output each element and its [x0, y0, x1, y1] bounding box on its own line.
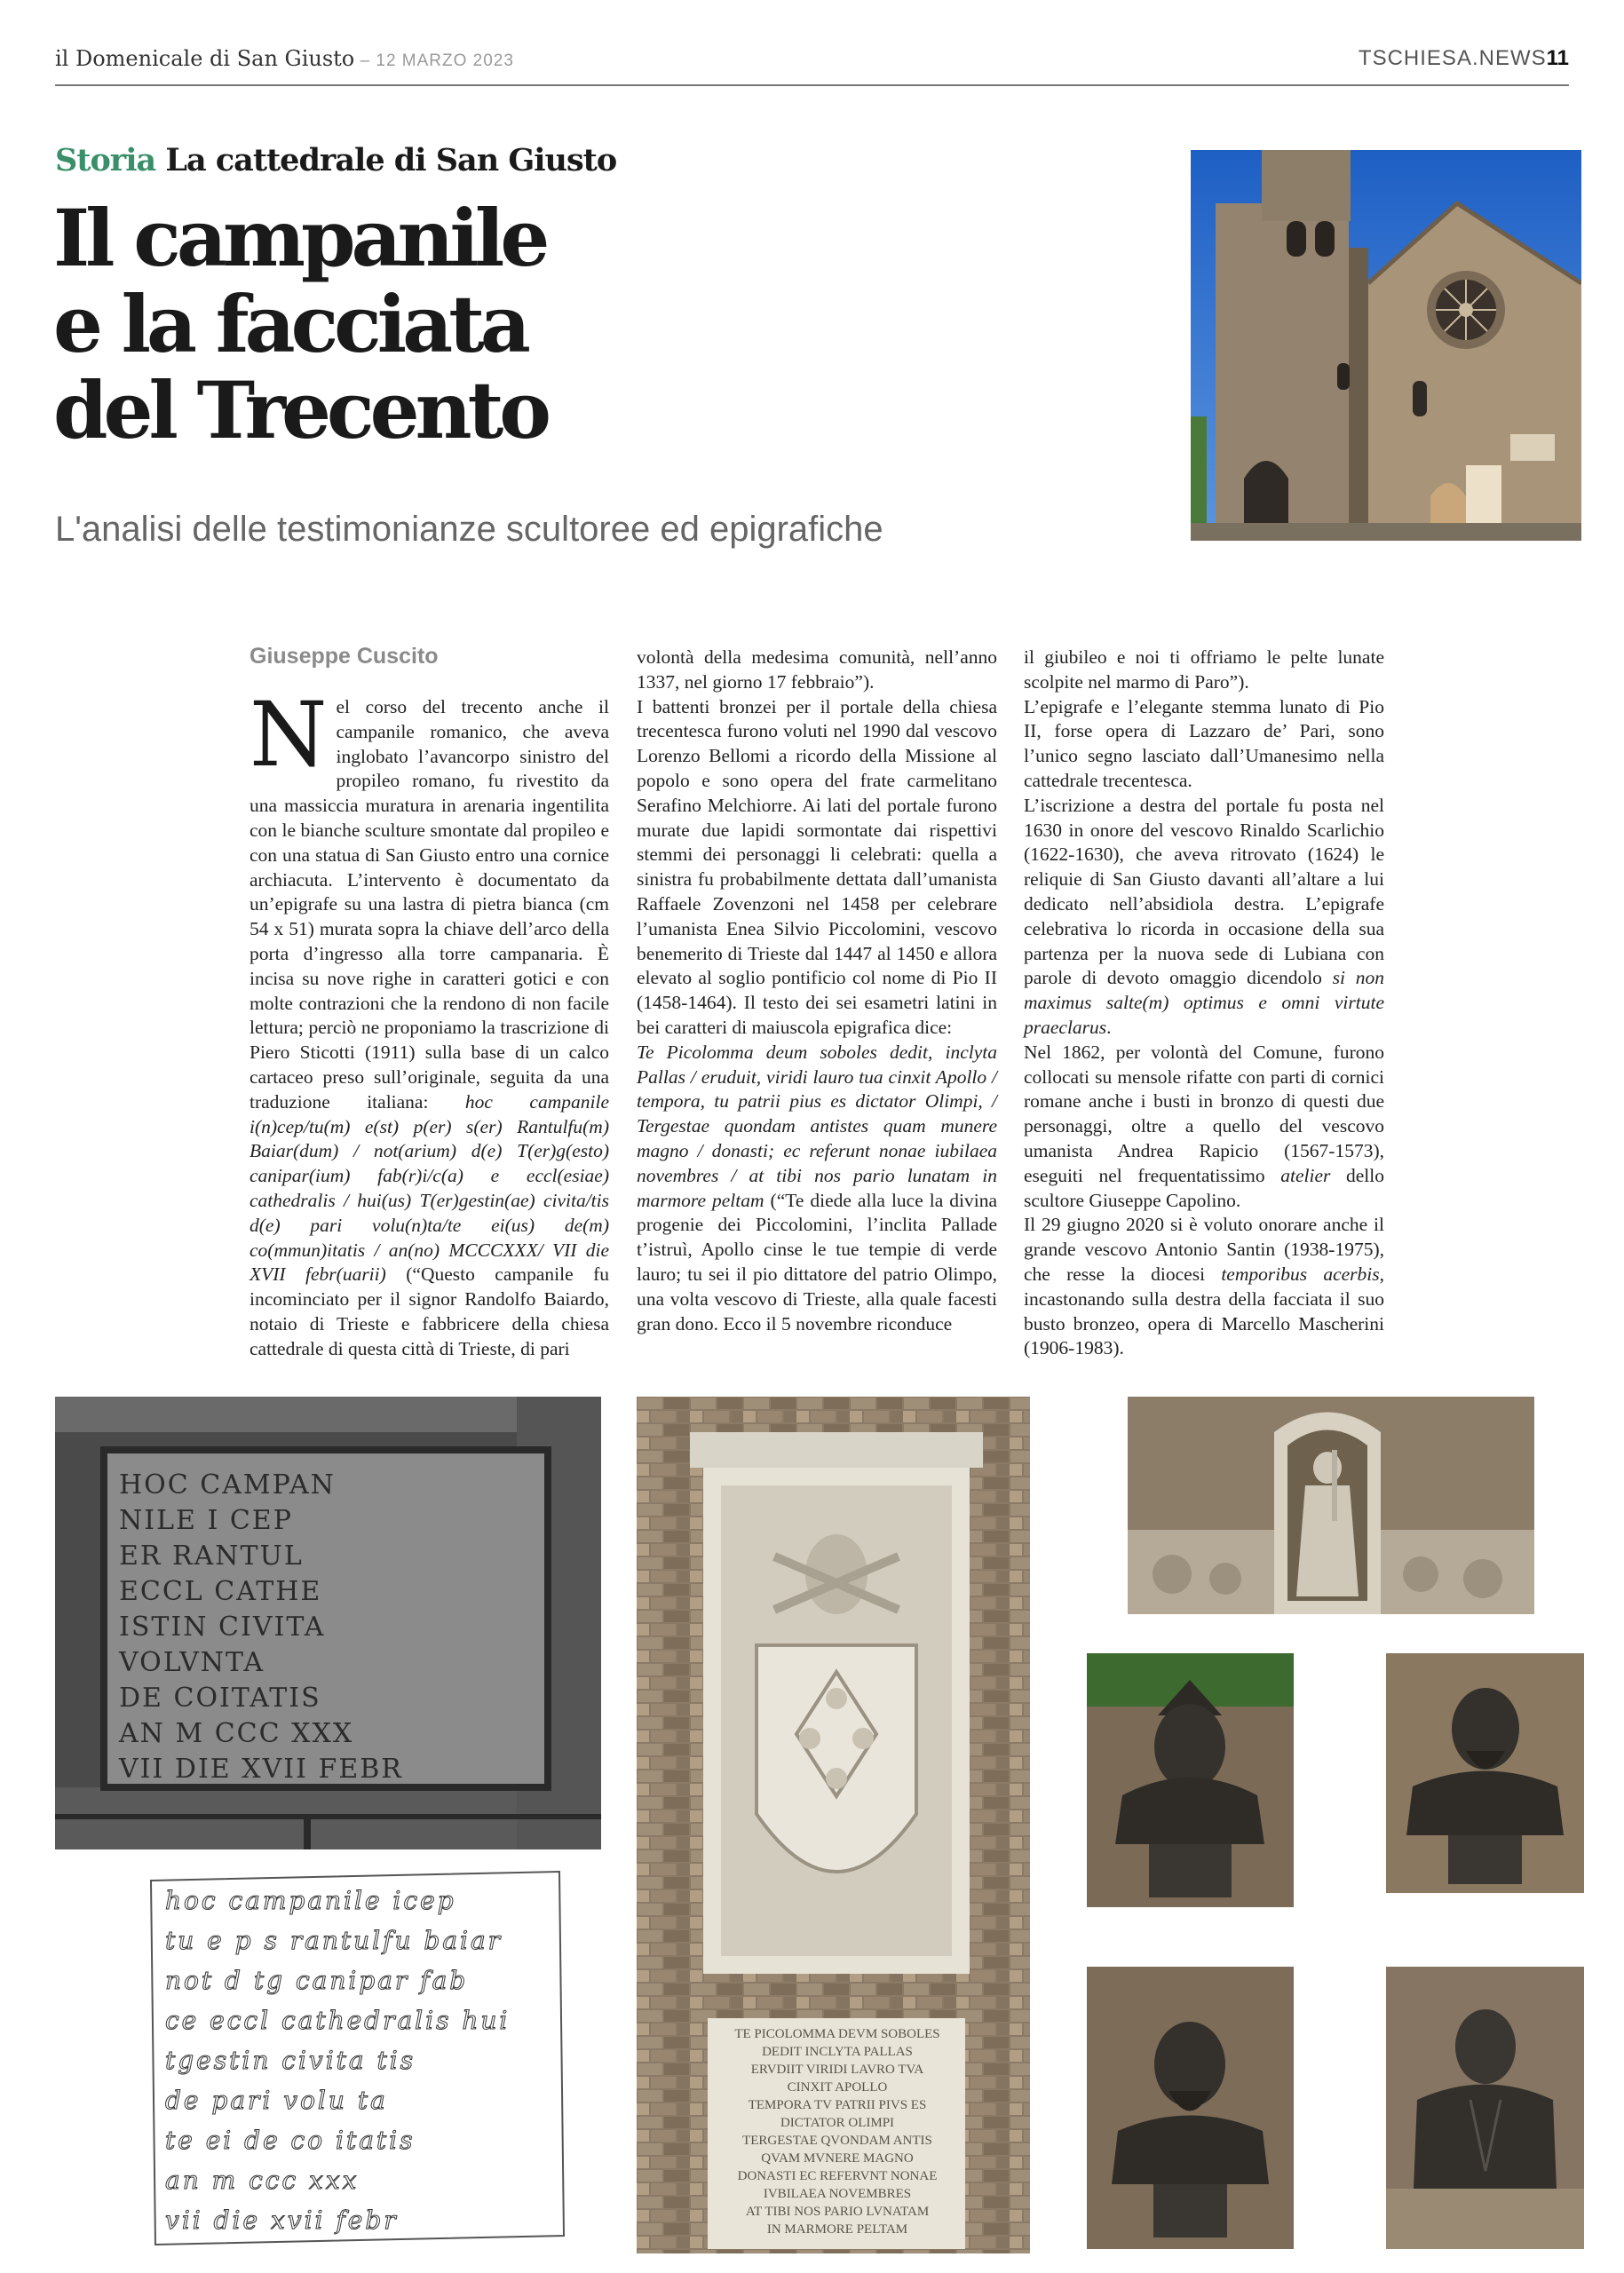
text-column-2 — [637, 645, 997, 1336]
inscription-line: TEMPORA TV PATRII PIVS ES — [748, 2098, 927, 2112]
paragraph: L’epigrafe e l’elegante stemma lunato di Pio II, forse opera di Lazzaro de’ Pari, sono l’unico segno lasciato dall’Umanesimo nella cattedrale trecentesca. — [1024, 695, 1384, 791]
headline-line: e la facciata — [53, 278, 527, 370]
paragraph: il giubileo e noi ti offriamo le pelte lunate scolpite nel marmo di Paro”). — [1024, 646, 1384, 693]
running-header — [55, 46, 514, 71]
inscription-line: DICTATOR OLIMPI — [780, 2116, 895, 2130]
pius-ii-coat-of-arms-photo — [637, 1397, 1030, 2253]
paragraph: (“Te diede alla luce la divina progenie dei Piccolomini, l’inclita Pallade t’istruì, Apollo cinse le tue tempie di verde lauro; tu sei il pio dittatore del patrio Olimpo, una volta vescovo di Trieste, alla quale facesti gran dono. Ecco il 5 novembre riconduce — [637, 1189, 997, 1334]
latin-hexameters: Te Picolomma deum soboles dedit, inclyta Pallas / eruduit, viridi lauro tua cinxit Apollo / tempora, tu patrii pius es dictator Olimpi, / Tergestae quondam antistes quam munere magno / donasti; ec referunt nonae iubilaea novembres / at tibi nos pario lunatam in marmore peltam — [637, 1041, 997, 1211]
inscription-line: IN MARMORE PELTAM — [766, 2222, 908, 2237]
paragraph: dello scultore Giuseppe Capolino. — [1024, 1164, 1384, 1211]
italic-term: atelier — [1280, 1164, 1331, 1186]
kicker — [55, 142, 616, 178]
inscription-line: VOLVNTA — [119, 1647, 265, 1678]
inscription-line: TE PICOLOMMA DEVM SOBOLES — [734, 2027, 940, 2041]
headline-line: del Trecento — [53, 364, 547, 456]
inscription-line: ERVDIIT VIRIDI LAVRO TVA — [750, 2063, 924, 2077]
inscription-line: de pari volu ta — [165, 2086, 388, 2115]
page-number: 11 — [1546, 46, 1569, 70]
inscription-line: AN M CCC XXX — [119, 1718, 354, 1749]
cathedral-facade-photo — [1191, 150, 1581, 541]
italic-term: temporibus acerbis — [1221, 1263, 1380, 1285]
kicker-topic: La cattedrale di San Giusto — [165, 142, 617, 178]
inscription-line: ce eccl cathedralis hui — [165, 2006, 511, 2035]
inscription-line: TERGESTAE QVONDAM ANTIS — [742, 2134, 932, 2148]
inscription-line: not d tg canipar fab — [165, 1966, 469, 1995]
inscription-line: tu e p s rantulfu baiar — [165, 1926, 503, 1955]
bust-pius-ii-photo — [1087, 1653, 1294, 1907]
epigraph-photo-lettering — [119, 1468, 536, 1787]
latin-inscription: hoc campanile i(n)cep/tu(m) e(st) p(er) s(er) Rantulfu(m) Baiar(dum) / not(arium) d(e) T(er)g(esto) canipar(ium) fab(r)i/c(a) e eccl(esiae) cathedralis / hui(us) T(er)gestin(ae) civita/tis d(e) pari volu(n)ta/te ei(us) de(m) co(mmun)itatis / an(no) MCCCXXX/ VII die XVII febr(uarii) — [250, 1090, 609, 1286]
section-label: Storia — [55, 142, 156, 178]
drawing-lettering — [165, 1881, 556, 2240]
inscription-line: ISTIN CIVITA — [119, 1612, 326, 1643]
header-rule — [55, 84, 1569, 86]
inscription-line: an m ccc xxx — [165, 2166, 360, 2195]
inscription-line: DEDIT INCLYTA PALLAS — [762, 2045, 913, 2059]
publication-name: il Domenicale di San Giusto — [55, 46, 355, 71]
bust-rapicio-photo — [1087, 1967, 1294, 2249]
inscription-line: QVAM MVNERE MAGNO — [761, 2151, 914, 2166]
inscription-line: DE COITATIS — [119, 1683, 321, 1714]
bust-scarlichio-photo — [1386, 1653, 1584, 1893]
author-byline: Giuseppe Cuscito — [250, 644, 439, 669]
paragraph: , incastonando sulla destra della facciata il suo busto bronzeo, opera di Marcello Mascherini (1906-1983). — [1024, 1263, 1384, 1359]
drop-cap: N — [250, 683, 328, 787]
inscription-line: ER RANTUL — [119, 1540, 304, 1572]
punctuation: . — [1106, 1016, 1112, 1038]
inscription-line: VII DIE XVII FEBR — [119, 1754, 403, 1785]
paragraph: el corso del trecento anche il campanile romanico, che aveva inglobato l’avancorpo sinistro del propileo romano, fu rivestito da una massiccia muratura in arenaria ingentilita con le bianche sculture smontate dal propileo e con una statua di San Giusto entro una cornice archiacuta. L’intervento è documentato da un’epigrafe su una lastra di pietra bianca (cm 54 x 51) murata sopra la chiave dell’arco della porta d’ingresso alla torre campanaria. È incisa su nove righe in caratteri gotici e con molte contrazioni che la rendono di non facile lettura; perciò ne proponiamo la trascrizione di Piero Sticotti (1911) sulla base di un calco cartaceo preso sull’originale, seguita da una traduzione italiana: — [250, 696, 609, 1113]
site-name: TSCHIESA.NEWS — [1358, 46, 1547, 70]
subtitle: L'analisi delle testimonianze scultoree ed epigrafiche — [55, 510, 883, 549]
inscription-line: NILE I CEP — [119, 1505, 293, 1536]
headline — [53, 192, 852, 456]
text-column-1 — [250, 683, 609, 1362]
text-column-3 — [1024, 645, 1384, 1361]
paragraph: (“Questo campanile fu incominciato per il signor Randolfo Baiardo, notaio di Trieste e fabbricere della chiesa cattedrale di questa città di Trieste, di pari — [250, 1263, 609, 1359]
issue-date: 12 MARZO 2023 — [376, 51, 514, 70]
inscription-line: HOC CAMPAN — [119, 1469, 336, 1501]
paragraph: I battenti bronzei per il portale della chiesa trecentesca furono voluti nel 1990 dal vescovo Lorenzo Bellomi a ricordo della Missione al popolo e sono opera del frate carmelitano Serafino Melchiorre. Ai lati del portale furono murate due lapidi sormontate dai rispettivi stemmi dei personaggi li celebrati: quella a sinistra fu probabilmente dettata dall’umanista Raffaele Zovenzoni nel 1458 per celebrare l’umanista Enea Silvio Piccolomini, vescovo benemerito di Trieste dal 1447 al 1450 e allora elevato al soglio pontificio col nome di Pio II (1458-1464). Il testo dei sei esametri latini in bei caratteri di maiuscola epigrafica dice: — [637, 695, 997, 1038]
latin-quote: si non maximus salte(m) optimus e omni virtute praeclarus — [1024, 967, 1384, 1038]
paragraph: L’iscrizione a destra del portale fu posta nel 1630 in onore del vescovo Rinaldo Scarlichio (1622-1630), che aveva ritrovato (1624) le reliquie di San Giusto davanti all’altare a lui dedicato nell’absidiola destra. L’epigrafe celebrativa lo ricorda in occasione della sua partenza per la nuova sede di Lubiana con parole di devoto omaggio dicendolo — [1024, 794, 1384, 989]
inscription-line: vii die xvii febr — [165, 2206, 399, 2235]
plaque-lettering — [715, 2025, 960, 2238]
paragraph: Nel 1862, per volontà del Comune, furono collocati su mensole rifatte con parti di cornici romane anche i busti in bronzo di questi due personaggi, oltre a quello del vescovo umanista Andrea Rapicio (1567-1573), eseguiti nel frequentatissimo — [1024, 1041, 1384, 1186]
inscription-line: CINXIT APOLLO — [787, 2080, 888, 2095]
bust-santin-photo — [1386, 1967, 1584, 2249]
site-and-page — [1359, 46, 1569, 71]
inscription-line: IVBILAEA NOVEMBRES — [763, 2187, 912, 2201]
inscription-line: ECCL CATHE — [119, 1576, 322, 1607]
inscription-line: DONASTI EC REFERVNT NONAE — [737, 2169, 938, 2183]
bell-tower-epigraph-photo — [55, 1397, 601, 1849]
paragraph: Il 29 giugno 2020 si è voluto onorare anche il grande vescovo Antonio Santin (1938-1975), che resse la diocesi — [1024, 1214, 1384, 1285]
inscription-line: AT TIBI NOS PARIO LVNATAM — [745, 2205, 930, 2219]
header-separator: – — [354, 51, 376, 70]
epigraph-transcription-drawing — [142, 1863, 568, 2253]
inscription-line: hoc campanile icep — [165, 1886, 456, 1915]
san-giusto-statue-photo — [1128, 1397, 1534, 1614]
inscription-line: te ei de co itatis — [165, 2126, 416, 2155]
headline-line: Il campanile — [53, 192, 546, 284]
paragraph: volontà della medesima comunità, nell’anno 1337, nel giorno 17 febbraio”). — [637, 646, 997, 693]
inscription-line: tgestin civita tis — [165, 2046, 416, 2075]
